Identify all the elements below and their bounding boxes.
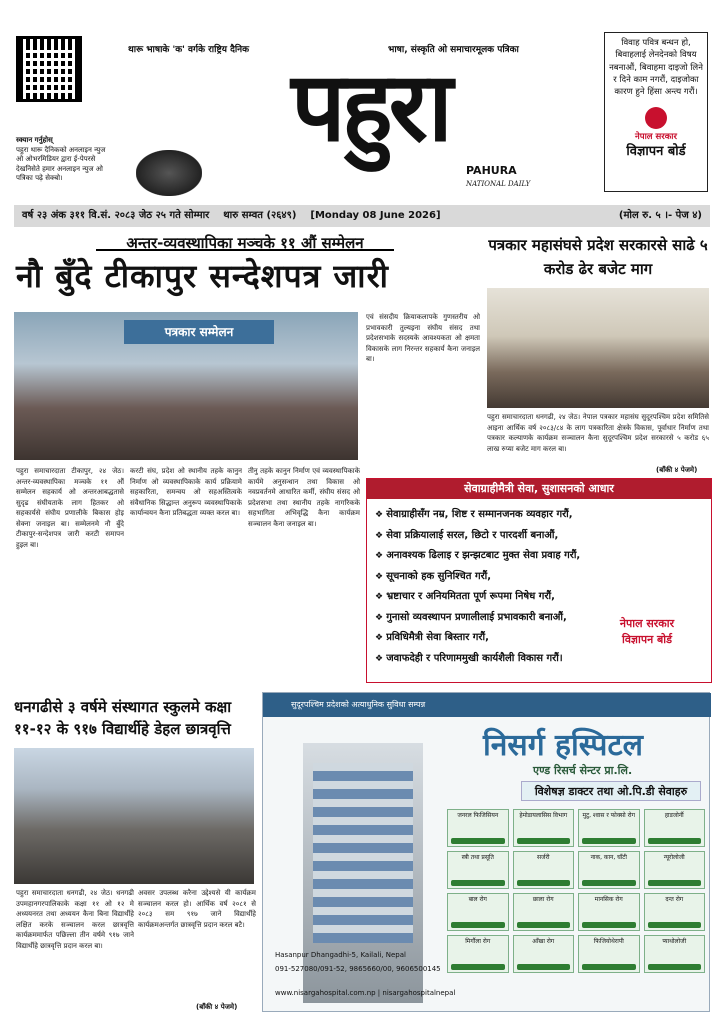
- hospital-name: निसर्ग हस्पिटल: [483, 728, 643, 763]
- dateline-bar: [14, 205, 710, 227]
- second-headline[interactable]: धनगढीसे ३ वर्षमे संस्थागत स्कुलमे कक्षा ११-१२ के ९१७ विद्यार्थीहे डेहल छात्रवृत्ति: [14, 698, 232, 738]
- lead-col-2: करटी संघ, प्रदेश ओ स्थानीय तहके कानुन निर्माण ओ व्यवस्थापिकाके कार्य प्रक्रियामे सहकारिता, समन्वय ओ सहअस्तित्वके संवैधानिक सिद्धान्त अनुरूप व्यवस्थापिकाके कार्यान्वयन कैना प्रतिबद्धता व्यक्त करल बा।: [130, 467, 242, 517]
- school-photo[interactable]: [14, 748, 254, 884]
- service-item: ❖ भ्रष्टाचार र अनियमितता पूर्ण रूपमा निषेध गरौं,: [375, 587, 703, 608]
- service-tile: हेमोडायलासिस विभाग: [513, 809, 575, 847]
- service-item: ❖ जवाफदेही र परिणाममुखी कार्यशैली विकास गरौं।: [375, 649, 703, 670]
- masthead-sub: NATIONAL DAILY: [466, 180, 531, 188]
- dowry-ad: [604, 32, 708, 192]
- service-ad-org: [591, 616, 703, 674]
- masthead-emblem: [136, 150, 202, 196]
- service-tile: दन्त रोग: [644, 893, 706, 931]
- service-tile: न्यूरोलोजी: [644, 851, 706, 889]
- hospital-tag: विशेषज्ञ डाक्टर तथा ओ.पि.डी सेवाहरु: [521, 781, 701, 801]
- hospital-phone: 091-527080/091-52, 9865660/00, 9606500145: [275, 965, 441, 973]
- lead-col-4: एवं संसदीय क्रियाकलापके गुणस्तरीय ओ प्रभावकारी तुल्यइना संघीय संसद तथा प्रदेशसभाके सदस्यके आवश्यकता ओ क्षमता विकासके लाग निरन्तर सहकार्य कैना जनाइल बा।: [366, 313, 480, 363]
- service-tile: हाडजोर्नी: [644, 809, 706, 847]
- service-tile: आँखा रोग: [513, 935, 575, 973]
- qr-text: पहुरा थारू दैनिकको अनलाइन न्युज ओ ओभरमिडियर द्वारा ई-पेपरसे देखनिसेते हमार अनलाइन न्युज ओ पत्रिका पढ़े सेक्बो।: [16, 146, 106, 183]
- service-item: ❖ सेवा प्रक्रियालाई सरल, छिटो र पारदर्शी बनाऔं,: [375, 526, 703, 547]
- issue-info: वर्ष २३ अंक ३११ वि.सं. २०८३ जेठ २५ गते सोम्मार: [22, 210, 210, 221]
- qr-code[interactable]: [16, 36, 82, 102]
- lead-photo-banner: पत्रकार सम्मेलन: [124, 320, 274, 344]
- service-ad-title: सेवाग्राहीमैत्री सेवा, सुशासनको आधार: [367, 479, 711, 499]
- service-item: ❖ गुनासो व्यवस्थापन प्रणालीलाई प्रभावकारी बनाऔं,: [375, 608, 703, 629]
- hospital-bar: सुदूरपश्चिम प्रदेशको अत्याधुनिक सुविधा सम्पन्न: [263, 693, 711, 717]
- service-tile: नाक, कान, घाँटी: [578, 851, 640, 889]
- service-tile: मिर्गौला रोग: [447, 935, 509, 973]
- dowry-ad-text: विवाह पवित्र बन्धन हो, बिवाहलाई लेनदेनको विषय नबनाऔं, बिवाहमा दाइजो लिने र दिने काम नगरौं, दाइजोका कारण हुने हिंसा अन्त्य गरौं।: [609, 38, 703, 98]
- right-continued: (बाँकी ४ पेजमे): [656, 466, 698, 474]
- service-tile: बाल रोग: [447, 893, 509, 931]
- service-item: ❖ सूचनाको हक सुनिश्चित गरौं,: [375, 567, 703, 588]
- hospital-address: Hasanpur Dhangadhi-5, Kailali, Nepal: [275, 951, 406, 959]
- service-tile: मुटु, श्वास र फोक्सो रोग: [578, 809, 640, 847]
- hospital-building: [303, 743, 423, 1003]
- tagline-right: भाषा, संस्कृति ओ समाचारमूलक पत्रिका: [388, 45, 519, 55]
- hospital-ad[interactable]: [262, 692, 710, 1012]
- english-date: [Monday 08 June 2026]: [310, 210, 441, 221]
- service-item: ❖ अनावश्यक ढिलाइ र झन्झटबाट मुक्त सेवा प्रवाह गरौं,: [375, 546, 703, 567]
- service-tile: प्याथोलोजी: [644, 935, 706, 973]
- service-tile: मानसिक रोग: [578, 893, 640, 931]
- qr-caption: स्क्यान गर्नुहोस्: [16, 136, 53, 144]
- lead-col-1: पहुरा समाचारदाता टीकापुर, २४ जेठ। अन्तर-व्यवस्थापिका मञ्चके ११ औं सम्मेलन सहकार्य ओ अन्तरआबद्धतासे सुदृढ संघीयताके लाग हितकर ओ सहकार्यसे संघीय प्रणालीके बिकास होइ सेक्ना जनाइल बा। सम्मेलनमे नौ बुँदे टीकापुर-सन्देशपत्र जारी करटी समापन हुइल बा।: [16, 467, 124, 549]
- service-tile: सर्जरी: [513, 851, 575, 889]
- second-col-2: अवसर उपलब्ध करैना उद्देश्यसे यी कार्यक्रम सञ्चालन करल हो। आर्थिक वर्ष २०८१ से २०८३ सम ९१७ जाने विद्यार्थीहे कार्यक्रमअन्तर्गत छात्रवृत्ति प्रदान करल बटै।: [138, 889, 256, 929]
- service-tile: स्त्री तथा प्रसूति: [447, 851, 509, 889]
- lead-photo[interactable]: [14, 312, 358, 460]
- service-tile: जनरल फिजिसियन: [447, 809, 509, 847]
- second-col-1: पहुरा समाचारदाता धनगढी, २४ जेठ। धनगढी उपमहानगरपालिकाके कक्षा ११ ओ १२ मे अध्ययनरत तथा अध्ययन कैना बिना विद्यार्थीहे लक्षित करके सञ्चालन करल छात्रवृत्ति कार्यक्रममार्फत पछिल्ला तीन वर्षमे ९१७ जाने विद्यार्थीहे छात्रवृत्ति प्रदान करल बा।: [16, 889, 134, 950]
- service-tile: छाला रोग: [513, 893, 575, 931]
- service-org: नेपाल सरकार: [619, 617, 675, 630]
- hospital-sub: एण्ड रिसर्च सेन्टर प्रा.लि.: [533, 764, 633, 777]
- service-item: ❖ प्रविधिमैत्री सेवा बिस्तार गरौं,: [375, 628, 703, 649]
- hospital-web[interactable]: www.nisargahospital.com.np | nisargahospitalnepal: [275, 989, 456, 997]
- nepal-emblem-icon: [645, 107, 667, 129]
- right-body: पहुरा समाचारदाता धनगढी, २४ जेठ। नेपाल पत्रकार महासंघ सुदूरपश्चिम प्रदेश समितिसे आइना आर्थिक वर्ष २०८३/८४ के लाग पत्रकारिता क्षेत्रके विकास, पूर्वाधार निर्माण तथा पत्रकार कल्याणके कार्यक्रम सञ्चालन कैना सुदूरपश्चिम प्रदेश सरकारसे ५ करोड ६५ लाख रुप्या बजेट माग करल बा।: [487, 413, 709, 453]
- second-continued: (बाँकी ४ पेजमे): [196, 1003, 238, 1011]
- service-org2: विज्ञापन बोर्ड: [621, 633, 673, 646]
- right-photo[interactable]: [487, 288, 709, 408]
- dowry-ad-org: नेपाल सरकार: [635, 131, 677, 142]
- masthead-en: PAHURA: [466, 164, 517, 177]
- service-tile: फिजियोथेरापी: [578, 935, 640, 973]
- lead-headline[interactable]: नौ बुँदे टीकापुर सन्देशपत्र जारी: [16, 257, 389, 295]
- right-headline[interactable]: पत्रकार महासंघसे प्रदेश सरकारसे साढे ५ करोड ढेर बजेट माग: [488, 236, 708, 278]
- masthead-title: पहुरा: [291, 50, 449, 163]
- dowry-ad-org2: विज्ञापन बोर्ड: [626, 143, 686, 159]
- price-info: (मोल रु. ५ ।- पेज ४): [618, 210, 702, 221]
- tharu-era: थारु सम्वत (२६४९): [223, 210, 297, 221]
- hospital-services: [447, 809, 705, 973]
- tagline-left: थारू भाषाके 'क' वर्गके राष्ट्रिय दैनिक: [128, 45, 250, 55]
- lead-col-3: तीनु तहके कानुन निर्माण एवं व्यवस्थापिकाके कार्यमे अनुसन्धान तथा विकास ओ नवप्रवर्तनमे आधारित कर्मी, संघीय संसद ओ प्रदेशसभा तथा स्थानीय तहके नागरिकके सहभागिता अभिवृद्धि कैना कार्यक्रम सञ्चालन कैना जनाइल बा।: [248, 467, 360, 528]
- lead-kicker: अन्तर-व्यवस्थापिका मञ्चके ११ औं सम्मेलन: [96, 233, 394, 251]
- service-item: ❖ सेवाग्राहीसँग नम्र, शिष्ट र सम्मानजनक व्यवहार गरौं,: [375, 505, 703, 526]
